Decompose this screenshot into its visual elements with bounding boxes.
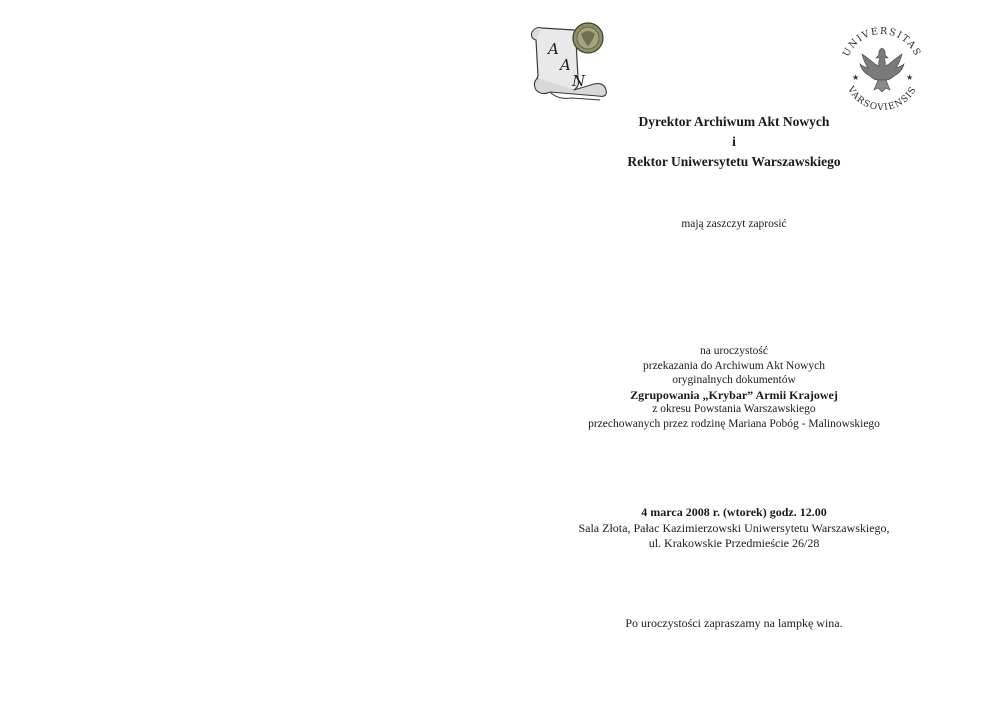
header-rector-line: Rektor Uniwersytetu Warszawskiego [627, 154, 841, 169]
svg-text:★: ★ [852, 73, 860, 82]
occasion-block [540, 344, 928, 432]
universitas-varsoviensis-logo [832, 18, 932, 118]
event-address: ul. Krakowskie Przedmieście 26/28 [648, 536, 820, 550]
aan-letter-a1: A [548, 40, 559, 58]
eagle-emblem-icon [860, 48, 904, 92]
occasion-line-5: z okresu Powstania Warszawskiego [652, 403, 816, 416]
invite-line: mają zaszczyt zaprosić [681, 218, 787, 230]
occasion-group-name: Zgrupowania „Krybar” Armii Krajowej [630, 387, 838, 402]
aan-letter-n: N [572, 72, 586, 90]
occasion-line-3: oryginalnych dokumentów [672, 374, 796, 387]
closing-line: Po uroczystości zapraszamy na lampkę wina. [625, 616, 843, 630]
varsoviensis-text: VARSOVIENSIS [845, 84, 919, 114]
event-venue: Sala Złota, Pałac Kazimierzowski Uniwersytetu Warszawskiego, [578, 520, 890, 535]
event-details [540, 505, 928, 552]
occasion-line-2: przekazania do Archiwum Akt Nowych [642, 359, 826, 372]
header-conjunction: i [732, 134, 736, 149]
svg-text:★: ★ [906, 73, 914, 82]
event-date: 4 marca 2008 r. (wtorek) godz. 12.00 [641, 505, 827, 519]
occasion-line-1: na uroczystość [699, 345, 769, 357]
occasion-line-6: przechowanych przez rodzinę Mariana Pobóg - Malinowskiego [588, 417, 880, 430]
universitas-text: UNIVERSITAS [840, 25, 924, 59]
header-block [540, 112, 928, 172]
aan-letter-a2: A [560, 56, 571, 74]
header-director-line: Dyrektor Archiwum Akt Nowych [638, 114, 830, 129]
aan-archive-logo [528, 20, 614, 102]
